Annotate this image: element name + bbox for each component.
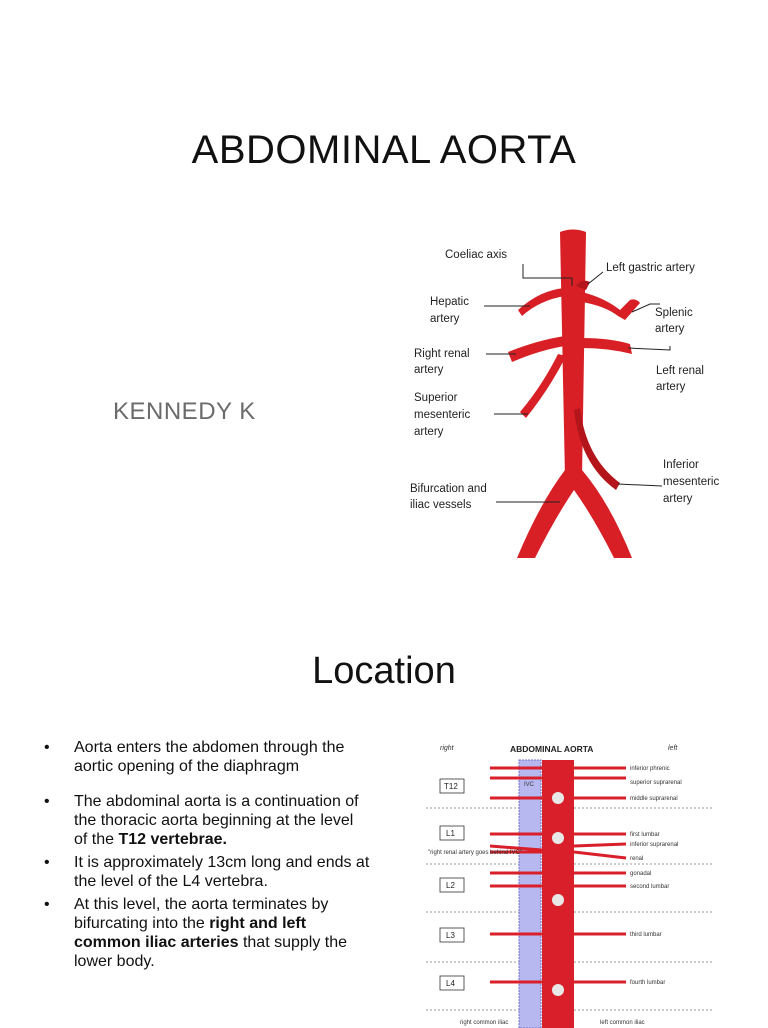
label-right-side: right [440, 745, 454, 752]
branch-label: inferior suprarenal [630, 842, 679, 848]
right-renal-note: "right renal artery goes behind IVC" [428, 850, 522, 856]
vertebra-dot [552, 894, 564, 906]
bullet-item: • The abdominal aorta is a continuation of the thoracic aorta beginning at the level of the T12 vertebrae. [40, 792, 370, 849]
label-left-renal: Left renal [656, 365, 704, 377]
vertebra-dot [552, 792, 564, 804]
vertebra-label: T12 [444, 782, 458, 791]
author-name: KENNEDY K [113, 398, 256, 425]
hepatic-branch [518, 288, 565, 316]
aorta-diagram [400, 228, 740, 568]
vertebral-level-diagram [420, 738, 720, 1028]
label-superior-mesenteric-2: mesenteric [414, 409, 471, 421]
slide-title: ABDOMINAL AORTA [191, 128, 577, 172]
branch-label: third lumbar [630, 932, 662, 938]
figure-header: ABDOMINAL AORTA [510, 744, 594, 754]
label-inferior-mesenteric: Inferior [663, 459, 699, 471]
vertebra-dot [552, 832, 564, 844]
vertebra-label: L4 [446, 979, 455, 988]
bullet-item: • It is approximately 13cm long and ends at the level of the L4 vertebra. [40, 853, 370, 891]
bullet-item: • At this level, the aorta terminates by bifurcating into the right and left common iliac arteries that supply the lower body. [40, 895, 370, 971]
branch-label: first lumbar [630, 832, 660, 838]
label-superior-mesenteric: Superior [414, 392, 458, 404]
branch-label: gonadal [630, 871, 652, 877]
superior-mesenteric-branch [520, 354, 566, 418]
label-left-common-iliac: left common iliac [600, 1020, 645, 1026]
label-coeliac-axis: Coeliac axis [445, 249, 507, 261]
vertebra-label: L2 [446, 881, 455, 890]
slide-location [0, 600, 768, 1024]
label-splenic-2: artery [655, 323, 685, 335]
branch-label: inferior phrenic [630, 766, 670, 772]
slide-title: Location [312, 650, 456, 692]
branch-label: second lumbar [630, 884, 670, 890]
branch-label: fourth lumbar [630, 980, 666, 986]
label-hepatic-2: artery [430, 313, 460, 325]
label-inferior-mesenteric-2: mesenteric [663, 476, 720, 488]
label-hepatic: Hepatic [430, 296, 469, 308]
vertebra-label: L1 [446, 829, 455, 838]
label-right-renal-2: artery [414, 364, 444, 376]
label-left-gastric: Left gastric artery [606, 262, 695, 274]
label-bifurcation: Bifurcation and [410, 483, 487, 495]
label-left-renal-2: artery [656, 381, 686, 393]
label-inferior-mesenteric-3: artery [663, 493, 693, 505]
bullet-list [40, 738, 370, 971]
vertebra-label: L3 [446, 931, 455, 940]
label-splenic: Splenic [655, 307, 693, 319]
vertebra-dot [552, 984, 564, 996]
splenic-branch [582, 292, 640, 320]
left-renal-branch [582, 338, 632, 354]
branch-label: middle suprarenal [630, 796, 678, 802]
label-right-renal: Right renal [414, 348, 470, 360]
ivc-label: IVC [524, 782, 535, 788]
label-bifurcation-2: iliac vessels [410, 499, 472, 511]
ivc [519, 760, 541, 1028]
branch-label: renal [630, 856, 644, 862]
bullet-item: • Aorta enters the abdomen through the aortic opening of the diaphragm [40, 738, 370, 776]
branch-label: superior suprarenal [630, 780, 682, 786]
label-right-common-iliac: right common iliac [460, 1020, 509, 1026]
label-superior-mesenteric-3: artery [414, 426, 444, 438]
label-left-side: left [668, 745, 678, 752]
